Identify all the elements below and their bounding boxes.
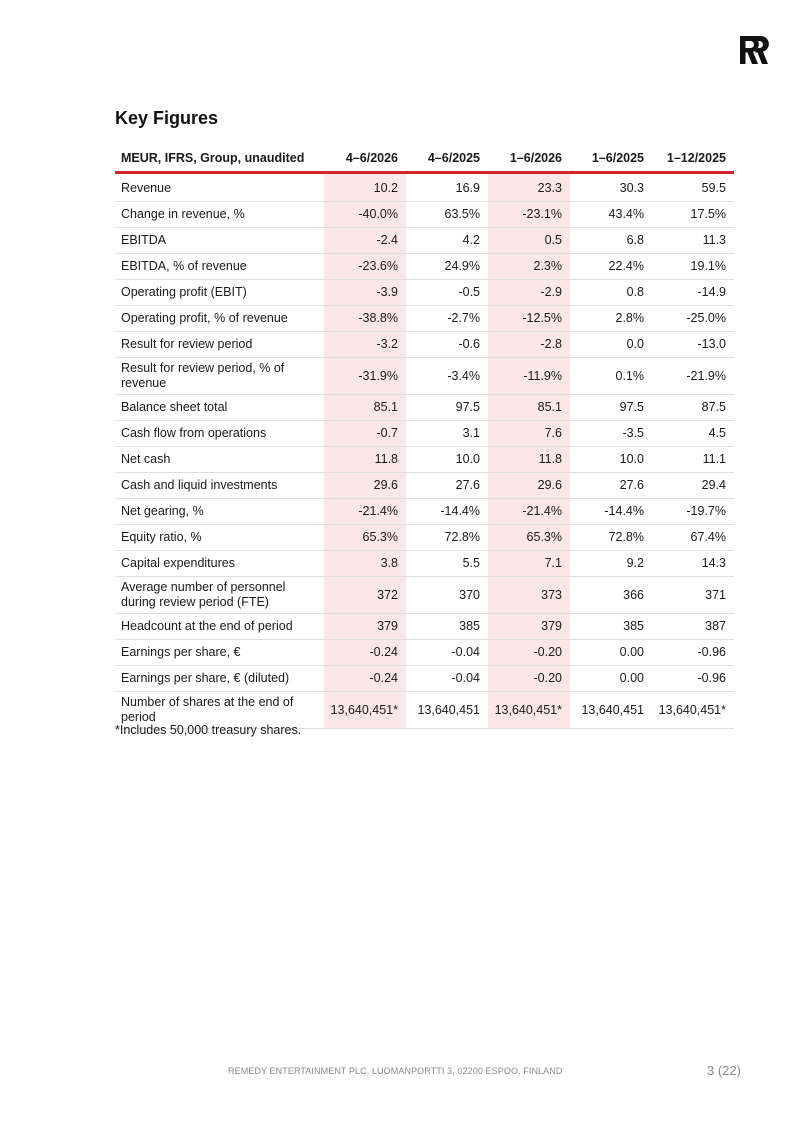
table-cell: -31.9% xyxy=(324,358,406,395)
table-cell: 4.5 xyxy=(652,421,734,447)
table-row xyxy=(115,280,734,306)
table-cell: 24.9% xyxy=(406,254,488,280)
table-cell: 373 xyxy=(488,577,570,614)
table-cell: 13,640,451* xyxy=(488,692,570,729)
table-cell: 65.3% xyxy=(488,525,570,551)
table-cell: 13,640,451 xyxy=(406,692,488,729)
table-cell: 385 xyxy=(406,614,488,640)
table-cell: 10.0 xyxy=(406,447,488,473)
table-cell: -0.20 xyxy=(488,640,570,666)
table-cell: 385 xyxy=(570,614,652,640)
table-cell: 19.1% xyxy=(652,254,734,280)
table-header-row xyxy=(115,145,734,173)
row-label: Capital expenditures xyxy=(115,551,324,577)
footnote: *Includes 50,000 treasury shares. xyxy=(115,723,302,737)
table-cell: -3.5 xyxy=(570,421,652,447)
table-row xyxy=(115,525,734,551)
table-cell: 13,640,451 xyxy=(570,692,652,729)
table-cell: 372 xyxy=(324,577,406,614)
table-cell: -25.0% xyxy=(652,306,734,332)
table-cell: 85.1 xyxy=(324,395,406,421)
row-label: Net gearing, % xyxy=(115,499,324,525)
table-cell: 4.2 xyxy=(406,228,488,254)
table-cell: -3.2 xyxy=(324,332,406,358)
column-header: MEUR, IFRS, Group, unaudited xyxy=(115,145,324,173)
table-cell: -21.4% xyxy=(488,499,570,525)
table-cell: 30.3 xyxy=(570,173,652,202)
table-cell: 16.9 xyxy=(406,173,488,202)
table-body xyxy=(115,173,734,729)
remedy-logo-icon xyxy=(739,34,769,66)
table-cell: 5.5 xyxy=(406,551,488,577)
table-cell: 7.6 xyxy=(488,421,570,447)
row-label: Result for review period xyxy=(115,332,324,358)
table-cell: -40.0% xyxy=(324,202,406,228)
table-cell: 370 xyxy=(406,577,488,614)
table-cell: -21.9% xyxy=(652,358,734,395)
table-cell: 29.6 xyxy=(488,473,570,499)
table-cell: -2.8 xyxy=(488,332,570,358)
table-cell: 11.3 xyxy=(652,228,734,254)
column-header: 4–6/2026 xyxy=(324,145,406,173)
table-cell: 0.0 xyxy=(570,332,652,358)
table-cell: 387 xyxy=(652,614,734,640)
table-cell: 85.1 xyxy=(488,395,570,421)
table-cell: 371 xyxy=(652,577,734,614)
table-cell: -14.9 xyxy=(652,280,734,306)
column-header: 1–6/2025 xyxy=(570,145,652,173)
table-cell: -3.4% xyxy=(406,358,488,395)
table-cell: -14.4% xyxy=(570,499,652,525)
table-row xyxy=(115,228,734,254)
row-label: EBITDA xyxy=(115,228,324,254)
table-cell: 13,640,451* xyxy=(652,692,734,729)
row-label: Net cash xyxy=(115,447,324,473)
table-cell: 3.1 xyxy=(406,421,488,447)
footer-address: REMEDY ENTERTAINMENT PLC. LUOMANPORTTI 3, 02200 ESPOO, FINLAND xyxy=(228,1066,563,1076)
table-cell: 67.4% xyxy=(652,525,734,551)
table-row xyxy=(115,666,734,692)
table-cell: -0.96 xyxy=(652,666,734,692)
table-row xyxy=(115,614,734,640)
table-row xyxy=(115,551,734,577)
table-cell: 72.8% xyxy=(570,525,652,551)
table-cell: 97.5 xyxy=(570,395,652,421)
table-cell: -0.96 xyxy=(652,640,734,666)
column-header: 1–12/2025 xyxy=(652,145,734,173)
row-label: Earnings per share, € (diluted) xyxy=(115,666,324,692)
page-title: Key Figures xyxy=(115,108,219,128)
row-label: Operating profit, % of revenue xyxy=(115,306,324,332)
table-cell: -0.24 xyxy=(324,640,406,666)
row-label: Number of shares at the end of period xyxy=(115,692,324,729)
table-row xyxy=(115,202,734,228)
table-cell: -3.9 xyxy=(324,280,406,306)
table-cell: 43.4% xyxy=(570,202,652,228)
table-row xyxy=(115,395,734,421)
table-row xyxy=(115,473,734,499)
table-cell: -0.20 xyxy=(488,666,570,692)
table-cell: -23.1% xyxy=(488,202,570,228)
table-cell: -0.5 xyxy=(406,280,488,306)
row-label: Change in revenue, % xyxy=(115,202,324,228)
row-label: Operating profit (EBIT) xyxy=(115,280,324,306)
table-cell: 11.1 xyxy=(652,447,734,473)
table-cell: -0.24 xyxy=(324,666,406,692)
row-label: EBITDA, % of revenue xyxy=(115,254,324,280)
table-cell: 7.1 xyxy=(488,551,570,577)
table-cell: 23.3 xyxy=(488,173,570,202)
table-row xyxy=(115,499,734,525)
table-cell: -14.4% xyxy=(406,499,488,525)
table-cell: 379 xyxy=(488,614,570,640)
table-cell: 0.8 xyxy=(570,280,652,306)
table-cell: 0.1% xyxy=(570,358,652,395)
table-row xyxy=(115,332,734,358)
table-cell: -38.8% xyxy=(324,306,406,332)
table-cell: 97.5 xyxy=(406,395,488,421)
table-row xyxy=(115,640,734,666)
table-cell: 27.6 xyxy=(570,473,652,499)
table-cell: 366 xyxy=(570,577,652,614)
table-cell: -0.04 xyxy=(406,666,488,692)
table-cell: 10.0 xyxy=(570,447,652,473)
table-cell: 65.3% xyxy=(324,525,406,551)
table-cell: -19.7% xyxy=(652,499,734,525)
page-number: 3 (22) xyxy=(707,1063,741,1078)
table-cell: 27.6 xyxy=(406,473,488,499)
table-row xyxy=(115,254,734,280)
row-label: Result for review period, % of revenue xyxy=(115,358,324,395)
table-cell: -0.7 xyxy=(324,421,406,447)
table-cell: -21.4% xyxy=(324,499,406,525)
row-label: Revenue xyxy=(115,173,324,202)
table-cell: 14.3 xyxy=(652,551,734,577)
table-cell: -12.5% xyxy=(488,306,570,332)
table-cell: -0.04 xyxy=(406,640,488,666)
table-cell: 87.5 xyxy=(652,395,734,421)
table-cell: 17.5% xyxy=(652,202,734,228)
table-cell: 11.8 xyxy=(488,447,570,473)
table-cell: -13.0 xyxy=(652,332,734,358)
table-cell: 29.4 xyxy=(652,473,734,499)
table-row xyxy=(115,447,734,473)
table-cell: 29.6 xyxy=(324,473,406,499)
row-label: Cash and liquid investments xyxy=(115,473,324,499)
table-cell: 13,640,451* xyxy=(324,692,406,729)
table-cell: 3.8 xyxy=(324,551,406,577)
table-cell: -2.9 xyxy=(488,280,570,306)
table-cell: 6.8 xyxy=(570,228,652,254)
table-row xyxy=(115,173,734,202)
key-figures-table xyxy=(115,145,734,729)
table-row xyxy=(115,306,734,332)
table-cell: -2.7% xyxy=(406,306,488,332)
row-label: Earnings per share, € xyxy=(115,640,324,666)
table-cell: 11.8 xyxy=(324,447,406,473)
table-cell: 10.2 xyxy=(324,173,406,202)
table-cell: -0.6 xyxy=(406,332,488,358)
table-row xyxy=(115,421,734,447)
table-cell: 379 xyxy=(324,614,406,640)
row-label: Balance sheet total xyxy=(115,395,324,421)
table-cell: 0.00 xyxy=(570,640,652,666)
table-cell: 0.5 xyxy=(488,228,570,254)
row-label: Average number of personnel during review period (FTE) xyxy=(115,577,324,614)
column-header: 4–6/2025 xyxy=(406,145,488,173)
table-cell: 22.4% xyxy=(570,254,652,280)
table-row xyxy=(115,358,734,395)
table-cell: 59.5 xyxy=(652,173,734,202)
table-cell: 9.2 xyxy=(570,551,652,577)
column-header: 1–6/2026 xyxy=(488,145,570,173)
table-cell: 0.00 xyxy=(570,666,652,692)
row-label: Equity ratio, % xyxy=(115,525,324,551)
row-label: Cash flow from operations xyxy=(115,421,324,447)
table-row xyxy=(115,577,734,614)
table-cell: -23.6% xyxy=(324,254,406,280)
row-label: Headcount at the end of period xyxy=(115,614,324,640)
table-cell: 2.3% xyxy=(488,254,570,280)
table-cell: -2.4 xyxy=(324,228,406,254)
table-cell: 2.8% xyxy=(570,306,652,332)
table-cell: 72.8% xyxy=(406,525,488,551)
table-cell: 63.5% xyxy=(406,202,488,228)
table-cell: -11.9% xyxy=(488,358,570,395)
